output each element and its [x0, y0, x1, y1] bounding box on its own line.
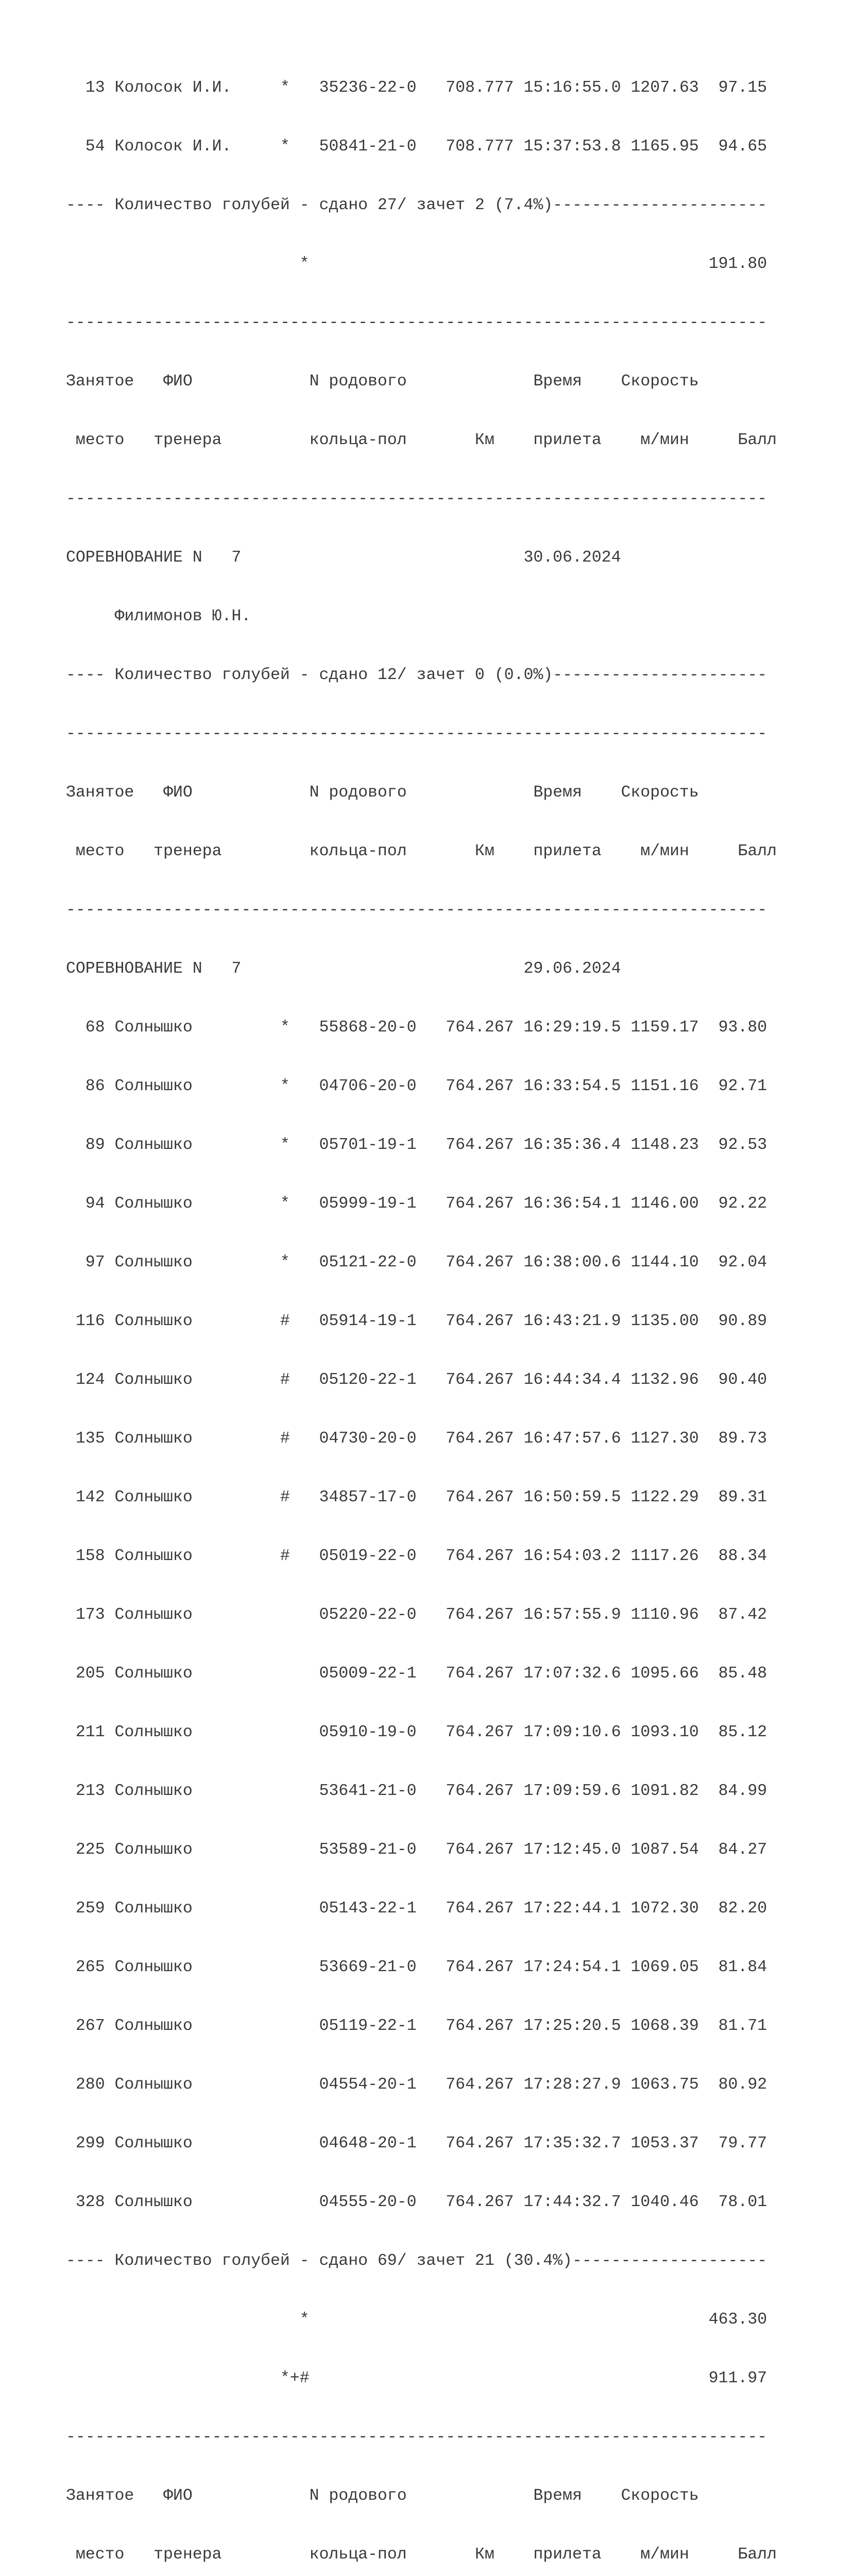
column-header-row-2: место тренера кольца-пол Км прилета м/мин Балл	[66, 842, 777, 860]
column-header-row-2: место тренера кольца-пол Км прилета м/мин Балл	[66, 2546, 777, 2564]
column-header-row-1: Занятое ФИО N родового Время Скорость	[66, 784, 699, 802]
separator-line: ------------------------------------------------------------------------	[66, 314, 768, 332]
points-total: *+# 911.97	[66, 2369, 768, 2387]
result-row: 213 Солнышко 53641-21-0 764.267 17:09:59.6 1091.82 84.99	[66, 1782, 768, 1800]
result-row: 225 Солнышко 53589-21-0 764.267 17:12:45.0 1087.54 84.27	[66, 1841, 768, 1859]
separator-line: ------------------------------------------------------------------------	[66, 725, 768, 743]
result-row: 280 Солнышко 04554-20-1 764.267 17:28:27.9 1063.75 80.92	[66, 2076, 768, 2094]
result-row: 94 Солнышко * 05999-19-1 764.267 16:36:54.1 1146.00 92.22	[66, 1195, 768, 1213]
result-row: 97 Солнышко * 05121-22-0 764.267 16:38:00.6 1144.10 92.04	[66, 1253, 768, 1272]
result-row: 89 Солнышко * 05701-19-1 764.267 16:35:36.4 1148.23 92.53	[66, 1136, 768, 1154]
result-row: 205 Солнышко 05009-22-1 764.267 17:07:32.6 1095.66 85.48	[66, 1665, 768, 1683]
pigeon-count-summary: ---- Количество голубей - сдано 69/ зачет 21 (30.4%)--------------------	[66, 2252, 768, 2270]
trainer-name: Филимонов Ю.Н.	[66, 607, 251, 625]
pigeon-count-summary: ---- Количество голубей - сдано 12/ зачет 0 (0.0%)----------------------	[66, 666, 768, 684]
competition-header: СОРЕВНОВАНИЕ N 7 30.06.2024	[66, 549, 621, 567]
results-printout	[66, 39, 777, 2576]
result-row: 135 Солнышко # 04730-20-0 764.267 16:47:57.6 1127.30 89.73	[66, 1430, 768, 1448]
pigeon-count-summary: ---- Количество голубей - сдано 27/ зачет 2 (7.4%)----------------------	[66, 196, 768, 214]
result-row: 86 Солнышко * 04706-20-0 764.267 16:33:54.5 1151.16 92.71	[66, 1077, 768, 1095]
result-row: 267 Солнышко 05119-22-1 764.267 17:25:20.5 1068.39 81.71	[66, 2017, 768, 2035]
column-header-row-1: Занятое ФИО N родового Время Скорость	[66, 2487, 699, 2505]
result-row: 116 Солнышко # 05914-19-1 764.267 16:43:21.9 1135.00 90.89	[66, 1312, 768, 1330]
result-row: 299 Солнышко 04648-20-1 764.267 17:35:32.7 1053.37 79.77	[66, 2134, 768, 2153]
separator-line: ------------------------------------------------------------------------	[66, 901, 768, 919]
result-row: 13 Колосок И.И. * 35236-22-0 708.777 15:16:55.0 1207.63 97.15	[66, 79, 768, 97]
result-row: 142 Солнышко # 34857-17-0 764.267 16:50:59.5 1122.29 89.31	[66, 1488, 768, 1506]
result-row: 173 Солнышко 05220-22-0 764.267 16:57:55.9 1110.96 87.42	[66, 1606, 768, 1624]
separator-line: ------------------------------------------------------------------------	[66, 490, 768, 508]
separator-line: ------------------------------------------------------------------------	[66, 2428, 768, 2446]
points-total: * 463.30	[66, 2311, 768, 2329]
result-row: 259 Солнышко 05143-22-1 764.267 17:22:44.1 1072.30 82.20	[66, 1900, 768, 1918]
result-row: 265 Солнышко 53669-21-0 764.267 17:24:54.1 1069.05 81.84	[66, 1958, 768, 1976]
result-row: 68 Солнышко * 55868-20-0 764.267 16:29:19.5 1159.17 93.80	[66, 1019, 768, 1037]
result-row: 328 Солнышко 04555-20-0 764.267 17:44:32.7 1040.46 78.01	[66, 2193, 768, 2211]
result-row: 124 Солнышко # 05120-22-1 764.267 16:44:34.4 1132.96 90.40	[66, 1371, 768, 1389]
result-row: 158 Солнышко # 05019-22-0 764.267 16:54:03.2 1117.26 88.34	[66, 1547, 768, 1565]
result-row: 54 Колосок И.И. * 50841-21-0 708.777 15:37:53.8 1165.95 94.65	[66, 138, 768, 156]
points-total: * 191.80	[66, 255, 768, 273]
column-header-row-2: место тренера кольца-пол Км прилета м/мин Балл	[66, 431, 777, 449]
column-header-row-1: Занятое ФИО N родового Время Скорость	[66, 372, 699, 391]
competition-header: СОРЕВНОВАНИЕ N 7 29.06.2024	[66, 960, 621, 978]
result-row: 211 Солнышко 05910-19-0 764.267 17:09:10.6 1093.10 85.12	[66, 1723, 768, 1741]
